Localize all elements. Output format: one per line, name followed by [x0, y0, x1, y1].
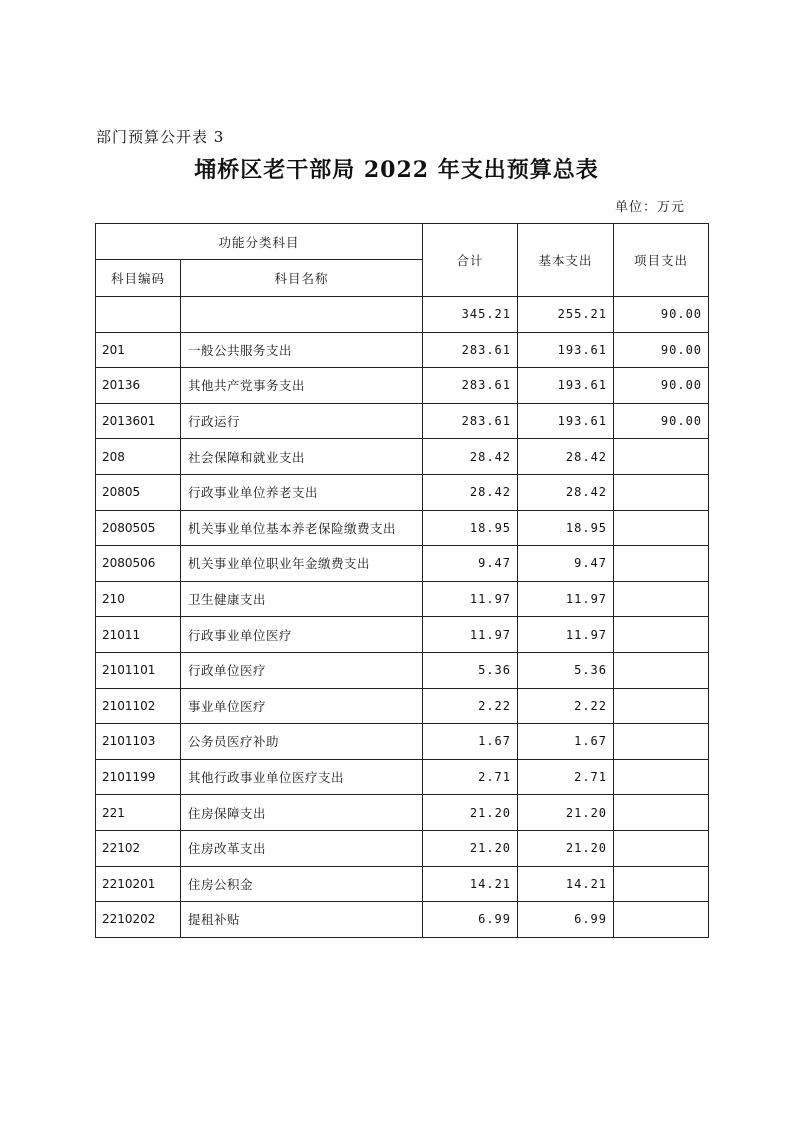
cell-basic: 2.22: [518, 688, 614, 724]
unit-label: 单位：万元: [614, 200, 685, 215]
cell-name: 社会保障和就业支出: [181, 439, 423, 475]
header-name: 科目名称: [181, 260, 423, 297]
cell-basic: 11.97: [518, 581, 614, 617]
cell-project: 90.00: [614, 297, 709, 333]
table-row: [96, 795, 709, 831]
cell-project: 90.00: [614, 403, 709, 439]
cell-name: 一般公共服务支出: [181, 332, 423, 368]
cell-name: 行政事业单位养老支出: [181, 474, 423, 510]
table-row: [96, 297, 709, 333]
cell-code: 2210202: [96, 902, 181, 938]
cell-total: 2.22: [423, 688, 518, 724]
cell-code: 20136: [96, 368, 181, 404]
cell-total: 283.61: [423, 403, 518, 439]
table-row: [96, 474, 709, 510]
table-row: [96, 902, 709, 938]
cell-total: 345.21: [423, 297, 518, 333]
cell-total: 5.36: [423, 652, 518, 688]
cell-name: 机关事业单位基本养老保险缴费支出: [181, 510, 423, 546]
budget-table: [95, 223, 709, 938]
cell-total: 283.61: [423, 332, 518, 368]
cell-project: [614, 581, 709, 617]
cell-project: [614, 510, 709, 546]
cell-code: 21011: [96, 617, 181, 653]
cell-basic: 193.61: [518, 332, 614, 368]
cell-total: 28.42: [423, 474, 518, 510]
cell-name: 行政事业单位医疗: [181, 617, 423, 653]
table-row: [96, 510, 709, 546]
cell-code: 221: [96, 795, 181, 831]
cell-basic: 255.21: [518, 297, 614, 333]
cell-project: [614, 759, 709, 795]
cell-total: 11.97: [423, 581, 518, 617]
cell-name: 住房公积金: [181, 866, 423, 902]
table-row: [96, 581, 709, 617]
cell-name: 行政单位医疗: [181, 652, 423, 688]
cell-project: [614, 724, 709, 760]
cell-total: 11.97: [423, 617, 518, 653]
cell-basic: 9.47: [518, 546, 614, 582]
cell-code: 2080505: [96, 510, 181, 546]
page-title: 埇桥区老干部局 2022 年支出预算总表: [194, 157, 599, 183]
cell-name: 公务员医疗补助: [181, 724, 423, 760]
table-row: [96, 830, 709, 866]
cell-project: [614, 617, 709, 653]
cell-code: 2013601: [96, 403, 181, 439]
cell-code: 2101103: [96, 724, 181, 760]
cell-code: 22102: [96, 830, 181, 866]
cell-code: 2210201: [96, 866, 181, 902]
cell-code: 2101102: [96, 688, 181, 724]
cell-name: 行政运行: [181, 403, 423, 439]
cell-name: 机关事业单位职业年金缴费支出: [181, 546, 423, 582]
cell-code: 2080506: [96, 546, 181, 582]
cell-basic: 6.99: [518, 902, 614, 938]
cell-total: 14.21: [423, 866, 518, 902]
cell-code: 2101199: [96, 759, 181, 795]
cell-project: [614, 439, 709, 475]
cell-name: 提租补贴: [181, 902, 423, 938]
table-row: [96, 724, 709, 760]
cell-total: 9.47: [423, 546, 518, 582]
cell-name: 卫生健康支出: [181, 581, 423, 617]
cell-project: [614, 474, 709, 510]
cell-name: 事业单位医疗: [181, 688, 423, 724]
cell-basic: 21.20: [518, 830, 614, 866]
cell-basic: 193.61: [518, 403, 614, 439]
header-total: 合计: [423, 224, 518, 297]
table-row: [96, 403, 709, 439]
header-basic-expense: 基本支出: [518, 224, 614, 297]
cell-project: [614, 688, 709, 724]
table-body: [96, 297, 709, 938]
table-number-label: 部门预算公开表 3: [96, 128, 225, 146]
cell-basic: 11.97: [518, 617, 614, 653]
header-project-expense: 项目支出: [614, 224, 709, 297]
header-function-category: 功能分类科目: [96, 224, 423, 260]
cell-basic: 5.36: [518, 652, 614, 688]
cell-code: 201: [96, 332, 181, 368]
cell-total: 1.67: [423, 724, 518, 760]
cell-project: [614, 866, 709, 902]
cell-basic: 28.42: [518, 474, 614, 510]
cell-name: 住房保障支出: [181, 795, 423, 831]
cell-name: 住房改革支出: [181, 830, 423, 866]
cell-code: 208: [96, 439, 181, 475]
cell-code: 20805: [96, 474, 181, 510]
cell-basic: 28.42: [518, 439, 614, 475]
table-row: [96, 546, 709, 582]
table-row: [96, 652, 709, 688]
cell-total: 21.20: [423, 795, 518, 831]
table-row: [96, 439, 709, 475]
cell-code: 210: [96, 581, 181, 617]
cell-basic: 14.21: [518, 866, 614, 902]
cell-total: 21.20: [423, 830, 518, 866]
cell-basic: 21.20: [518, 795, 614, 831]
cell-project: [614, 830, 709, 866]
cell-total: 2.71: [423, 759, 518, 795]
cell-basic: 2.71: [518, 759, 614, 795]
cell-project: 90.00: [614, 332, 709, 368]
table-row: [96, 759, 709, 795]
table-row: [96, 617, 709, 653]
cell-total: 6.99: [423, 902, 518, 938]
header-code: 科目编码: [96, 260, 181, 297]
cell-project: [614, 795, 709, 831]
cell-name: [181, 297, 423, 333]
table-row: [96, 332, 709, 368]
table-row: [96, 866, 709, 902]
cell-code: 2101101: [96, 652, 181, 688]
cell-project: [614, 652, 709, 688]
cell-code: [96, 297, 181, 333]
cell-name: 其他共产党事务支出: [181, 368, 423, 404]
cell-total: 283.61: [423, 368, 518, 404]
cell-total: 18.95: [423, 510, 518, 546]
table-row: [96, 368, 709, 404]
cell-basic: 1.67: [518, 724, 614, 760]
cell-total: 28.42: [423, 439, 518, 475]
cell-name: 其他行政事业单位医疗支出: [181, 759, 423, 795]
cell-project: [614, 546, 709, 582]
table-row: [96, 688, 709, 724]
cell-basic: 193.61: [518, 368, 614, 404]
cell-project: 90.00: [614, 368, 709, 404]
cell-project: [614, 902, 709, 938]
cell-basic: 18.95: [518, 510, 614, 546]
